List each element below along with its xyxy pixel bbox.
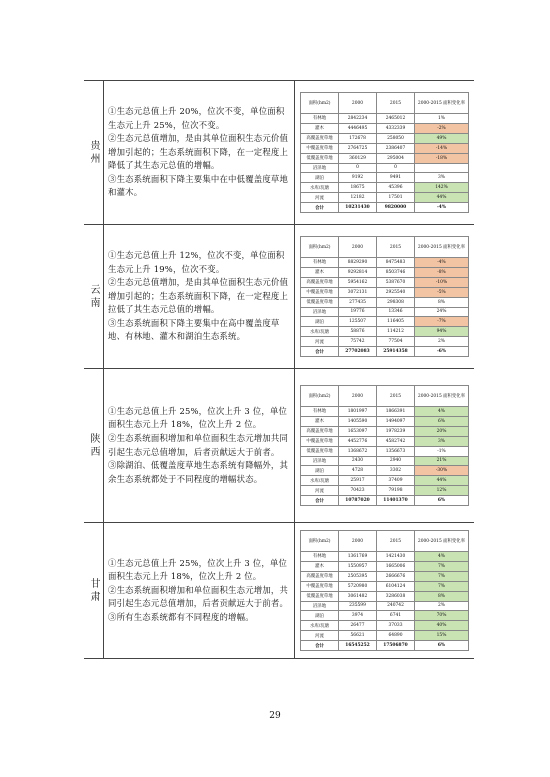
table-cell: 高覆盖度草地 bbox=[301, 426, 339, 436]
table-cell: 12% bbox=[415, 486, 469, 496]
table-row bbox=[301, 297, 469, 307]
table-row bbox=[301, 486, 469, 496]
table-cell: 低覆盖度草地 bbox=[301, 591, 339, 601]
table-cell: 8% bbox=[415, 297, 469, 307]
table-cell: 1665006 bbox=[377, 561, 415, 571]
table-cell: 中覆盖度草地 bbox=[301, 287, 339, 297]
table-cell: 1% bbox=[415, 114, 469, 124]
table-cell: 2842234 bbox=[339, 114, 377, 124]
table-cell: 235599 bbox=[339, 601, 377, 611]
table-row bbox=[301, 258, 469, 268]
table-cell: -7% bbox=[415, 317, 469, 327]
table-cell: 240742 bbox=[377, 601, 415, 611]
table-cell: 2505395 bbox=[339, 571, 377, 581]
province-cell bbox=[84, 81, 104, 224]
area-table-cell bbox=[295, 523, 474, 658]
table-cell: 94% bbox=[415, 327, 469, 337]
table-cell: 58876 bbox=[339, 327, 377, 337]
table-cell: 1978239 bbox=[377, 426, 415, 436]
table-cell: 2% bbox=[415, 601, 469, 611]
table-cell: 24% bbox=[415, 307, 469, 317]
table-cell: 16545252 bbox=[339, 641, 377, 651]
table-cell: 142% bbox=[415, 183, 469, 193]
table-row bbox=[301, 203, 469, 213]
table-cell: 6% bbox=[415, 641, 469, 651]
table-row bbox=[301, 601, 469, 611]
table-cell: 沼泽地 bbox=[301, 163, 339, 173]
table-cell: -30% bbox=[415, 466, 469, 476]
table-row bbox=[301, 123, 469, 133]
table-cell: 3302 bbox=[377, 466, 415, 476]
table-row bbox=[301, 267, 469, 277]
table-cell: 河流 bbox=[301, 337, 339, 347]
table-cell: 21% bbox=[415, 456, 469, 466]
description-text: ①生态元总值上升 20%，位次不变，单位面积生态元上升 25%，位次不变。 ②生态元总值增加，是由其单位面积生态元价值增加引起的；生态系统面积下降，在一定程度上降低了其生态元总值的增幅。 ③生态系统面积下降主要集中在中低覆盖度草地和灌木。 bbox=[108, 105, 289, 198]
area-table-cell bbox=[295, 369, 474, 522]
table-cell: 9820000 bbox=[377, 203, 415, 213]
table-row bbox=[301, 133, 469, 143]
table-row bbox=[301, 287, 469, 297]
table-cell: 3974 bbox=[339, 611, 377, 621]
header-cell: 2015 bbox=[377, 93, 415, 114]
table-row bbox=[301, 327, 469, 337]
table-cell: 4728 bbox=[339, 466, 377, 476]
table-cell: 15% bbox=[415, 631, 469, 641]
table-cell: 37033 bbox=[377, 621, 415, 631]
table-cell: 295004 bbox=[377, 153, 415, 163]
table-cell: 湖泊 bbox=[301, 173, 339, 183]
row-shaanxi bbox=[84, 368, 474, 522]
table-cell: 灌木 bbox=[301, 561, 339, 571]
table-row bbox=[301, 416, 469, 426]
table-cell: 19776 bbox=[339, 307, 377, 317]
table-cell: 258050 bbox=[377, 133, 415, 143]
province-cell bbox=[84, 225, 104, 368]
table-row bbox=[301, 193, 469, 203]
table-cell: 合计 bbox=[301, 496, 339, 506]
table-row bbox=[301, 153, 469, 163]
table-cell: 0 bbox=[339, 163, 377, 173]
table-cell: 合计 bbox=[301, 347, 339, 357]
table-cell: 18675 bbox=[339, 183, 377, 193]
description-text: ①生态元总值上升 25%，位次上升 3 位，单位面积生态元上升 18%，位次上升 2 位。 ②生态系统面积增加和单位面积生态元增加，共同引起生态元总值增加，后者贡献远大于前者。 ③所有生态系统都有不同程度的增幅。 bbox=[108, 557, 289, 622]
table-cell: -8% bbox=[415, 267, 469, 277]
table-cell: 湖泊 bbox=[301, 317, 339, 327]
table-cell: 70% bbox=[415, 611, 469, 621]
table-cell: 8% bbox=[415, 591, 469, 601]
row-yunnan bbox=[84, 224, 474, 368]
table-cell: 2430 bbox=[339, 456, 377, 466]
header-cell: 2015 bbox=[377, 386, 415, 407]
table-cell: 低覆盖度草地 bbox=[301, 153, 339, 163]
table-cell: 56621 bbox=[339, 631, 377, 641]
table-cell: -18% bbox=[415, 153, 469, 163]
table-cell: 2925540 bbox=[377, 287, 415, 297]
table-cell: 45396 bbox=[377, 183, 415, 193]
province-name: 陕西 bbox=[88, 432, 99, 459]
table-cell: 40% bbox=[415, 621, 469, 631]
table-cell: 25917 bbox=[339, 476, 377, 486]
table-row bbox=[301, 143, 469, 153]
table-cell: 1653097 bbox=[339, 426, 377, 436]
table-cell: 360129 bbox=[339, 153, 377, 163]
table-cell: 低覆盖度草地 bbox=[301, 297, 339, 307]
table-cell: 77504 bbox=[377, 337, 415, 347]
table-cell: 5954162 bbox=[339, 277, 377, 287]
table-cell: -4% bbox=[415, 258, 469, 268]
table-row bbox=[301, 476, 469, 486]
table-cell: 37409 bbox=[377, 476, 415, 486]
table-cell: 水库/坑塘 bbox=[301, 621, 339, 631]
header-cell: 2000 bbox=[339, 93, 377, 114]
table-cell: -5% bbox=[415, 287, 469, 297]
table-cell: 3% bbox=[415, 436, 469, 446]
table-cell: 高覆盖度草地 bbox=[301, 133, 339, 143]
province-name: 云南 bbox=[88, 283, 99, 310]
province-cell bbox=[84, 369, 104, 522]
table-cell: 3061482 bbox=[339, 591, 377, 601]
table-row bbox=[301, 631, 469, 641]
header-cell: 2000-2015 面积变化率 bbox=[415, 386, 469, 407]
table-row bbox=[301, 436, 469, 446]
province-cell bbox=[84, 523, 104, 658]
table-row bbox=[301, 183, 469, 193]
description-cell bbox=[104, 369, 295, 522]
header-cell: 2000 bbox=[339, 237, 377, 258]
table-row bbox=[301, 552, 469, 562]
table-cell: 湖泊 bbox=[301, 466, 339, 476]
table-cell: 1421430 bbox=[377, 552, 415, 562]
table-cell bbox=[415, 163, 469, 173]
table-cell: 17506870 bbox=[377, 641, 415, 651]
description-text: ①生态元总值上升 25%，位次上升 3 位，单位面积生态元上升 18%，位次上升 2 位。 ②生态系统面积增加和单位面积生态元增加共同引起生态元总值增加，后者贡献远大于前者。 ③除湖泊、低覆盖度草地生态系统有降幅外，其余生态系统都处于不同程度的增幅状态。 bbox=[108, 405, 289, 484]
table-cell: 1866391 bbox=[377, 407, 415, 417]
area-table bbox=[300, 385, 469, 506]
table-cell: 79198 bbox=[377, 486, 415, 496]
table-cell: 4582742 bbox=[377, 436, 415, 446]
table-cell: 277435 bbox=[339, 297, 377, 307]
table-cell: 27702083 bbox=[339, 347, 377, 357]
table-cell: -2% bbox=[415, 123, 469, 133]
table-row bbox=[301, 496, 469, 506]
description-cell bbox=[104, 225, 295, 368]
table-cell: 1494097 bbox=[377, 416, 415, 426]
header-cell: 2000 bbox=[339, 386, 377, 407]
table-cell: 1405590 bbox=[339, 416, 377, 426]
table-cell: 沼泽地 bbox=[301, 456, 339, 466]
table-row bbox=[301, 277, 469, 287]
summary-table bbox=[84, 80, 474, 659]
table-cell: 7% bbox=[415, 581, 469, 591]
area-table bbox=[300, 530, 469, 651]
table-cell: 2764725 bbox=[339, 143, 377, 153]
table-row bbox=[301, 317, 469, 327]
table-row bbox=[301, 163, 469, 173]
table-cell: 9491 bbox=[377, 173, 415, 183]
header-cell: 2000-2015 面积变化率 bbox=[415, 531, 469, 552]
province-name: 贵州 bbox=[88, 139, 99, 166]
table-cell: 4% bbox=[415, 407, 469, 417]
table-cell: 116405 bbox=[377, 317, 415, 327]
table-cell: 20% bbox=[415, 426, 469, 436]
header-cell: 2000-2015 面积变化率 bbox=[415, 237, 469, 258]
table-cell: 合计 bbox=[301, 641, 339, 651]
table-header-row bbox=[301, 386, 469, 407]
table-cell: 1550957 bbox=[339, 561, 377, 571]
table-cell: 沼泽地 bbox=[301, 307, 339, 317]
table-cell: 25914358 bbox=[377, 347, 415, 357]
table-cell: -6% bbox=[415, 347, 469, 357]
table-row bbox=[301, 426, 469, 436]
table-cell: 7% bbox=[415, 571, 469, 581]
header-cell: 面积(hm2) bbox=[301, 531, 339, 552]
table-cell: 8503746 bbox=[377, 267, 415, 277]
table-cell: 灌木 bbox=[301, 416, 339, 426]
table-row bbox=[301, 641, 469, 651]
table-cell: 合计 bbox=[301, 203, 339, 213]
table-cell: 有林地 bbox=[301, 258, 339, 268]
table-cell: 9192 bbox=[339, 173, 377, 183]
table-cell: 3% bbox=[415, 173, 469, 183]
table-cell: 4332339 bbox=[377, 123, 415, 133]
table-header-row bbox=[301, 237, 469, 258]
table-row bbox=[301, 114, 469, 124]
table-cell: -1% bbox=[415, 446, 469, 456]
table-row bbox=[301, 307, 469, 317]
header-cell: 2015 bbox=[377, 237, 415, 258]
table-cell: 6104124 bbox=[377, 581, 415, 591]
table-cell: 17501 bbox=[377, 193, 415, 203]
table-cell: -4% bbox=[415, 203, 469, 213]
table-cell: 低覆盖度草地 bbox=[301, 446, 339, 456]
table-cell: 5720980 bbox=[339, 581, 377, 591]
table-cell: 5387670 bbox=[377, 277, 415, 287]
table-row bbox=[301, 611, 469, 621]
table-cell: 6741 bbox=[377, 611, 415, 621]
table-cell: 湖泊 bbox=[301, 611, 339, 621]
table-row bbox=[301, 591, 469, 601]
header-cell: 面积(hm2) bbox=[301, 93, 339, 114]
table-cell: 4% bbox=[415, 552, 469, 562]
table-cell: 13346 bbox=[377, 307, 415, 317]
table-cell: 1368672 bbox=[339, 446, 377, 456]
table-cell: 灌木 bbox=[301, 123, 339, 133]
table-cell: 2465012 bbox=[377, 114, 415, 124]
table-cell: 中覆盖度草地 bbox=[301, 436, 339, 446]
table-cell: 水库/坑塘 bbox=[301, 327, 339, 337]
table-row bbox=[301, 347, 469, 357]
province-name: 甘肃 bbox=[88, 577, 99, 604]
table-cell: 有林地 bbox=[301, 114, 339, 124]
table-cell: 49% bbox=[415, 133, 469, 143]
table-cell: 8475483 bbox=[377, 258, 415, 268]
table-row bbox=[301, 446, 469, 456]
table-cell: 1356673 bbox=[377, 446, 415, 456]
table-cell: 26477 bbox=[339, 621, 377, 631]
table-header-row bbox=[301, 531, 469, 552]
table-cell: 8829290 bbox=[339, 258, 377, 268]
table-cell: 1801997 bbox=[339, 407, 377, 417]
table-cell: 70423 bbox=[339, 486, 377, 496]
header-cell: 面积(hm2) bbox=[301, 386, 339, 407]
table-cell: -10% bbox=[415, 277, 469, 287]
table-cell: 4446495 bbox=[339, 123, 377, 133]
table-cell: 9292814 bbox=[339, 267, 377, 277]
table-cell: 3286038 bbox=[377, 591, 415, 601]
table-row bbox=[301, 561, 469, 571]
table-cell: 2% bbox=[415, 337, 469, 347]
area-table bbox=[300, 236, 469, 357]
table-cell: 水库/坑塘 bbox=[301, 476, 339, 486]
table-row bbox=[301, 466, 469, 476]
table-row bbox=[301, 581, 469, 591]
table-cell: 7% bbox=[415, 561, 469, 571]
area-table-cell bbox=[295, 81, 474, 224]
table-cell: 1361769 bbox=[339, 552, 377, 562]
table-cell: 水库/坑塘 bbox=[301, 183, 339, 193]
table-cell: 有林地 bbox=[301, 552, 339, 562]
table-row bbox=[301, 571, 469, 581]
table-cell: 114212 bbox=[377, 327, 415, 337]
table-cell: 高覆盖度草地 bbox=[301, 277, 339, 287]
row-gansu bbox=[84, 522, 474, 659]
table-cell: 沼泽地 bbox=[301, 601, 339, 611]
table-cell: 44% bbox=[415, 193, 469, 203]
area-table-cell bbox=[295, 225, 474, 368]
table-cell: 172678 bbox=[339, 133, 377, 143]
table-cell: 中覆盖度草地 bbox=[301, 143, 339, 153]
table-cell: 75742 bbox=[339, 337, 377, 347]
table-cell: 灌木 bbox=[301, 267, 339, 277]
table-cell: 3072131 bbox=[339, 287, 377, 297]
table-cell: 10231430 bbox=[339, 203, 377, 213]
table-row bbox=[301, 337, 469, 347]
header-cell: 2000 bbox=[339, 531, 377, 552]
table-cell: 2940 bbox=[377, 456, 415, 466]
table-cell: 6% bbox=[415, 416, 469, 426]
table-cell: 44% bbox=[415, 476, 469, 486]
table-row bbox=[301, 621, 469, 631]
table-cell: 64890 bbox=[377, 631, 415, 641]
table-cell: 6% bbox=[415, 496, 469, 506]
table-header-row bbox=[301, 93, 469, 114]
table-cell: 河流 bbox=[301, 631, 339, 641]
description-cell bbox=[104, 81, 295, 224]
table-cell: 10787020 bbox=[339, 496, 377, 506]
row-guizhou bbox=[84, 80, 474, 224]
table-cell: 高覆盖度草地 bbox=[301, 571, 339, 581]
header-cell: 面积(hm2) bbox=[301, 237, 339, 258]
table-row bbox=[301, 407, 469, 417]
area-table bbox=[300, 92, 469, 213]
table-cell: 有林地 bbox=[301, 407, 339, 417]
description-cell bbox=[104, 523, 295, 658]
table-cell: 中覆盖度草地 bbox=[301, 581, 339, 591]
header-cell: 2000-2015 面积变化率 bbox=[415, 93, 469, 114]
description-text: ①生态元总值上升 12%，位次不变，单位面积生态元上升 19%，位次不变。 ②生态元总值增加，是由其单位面积生态元价值增加引起的；生态系统面积下降，在一定程度上拉低了其生态元总值的增幅。 ③生态系统面积下降主要集中在高中覆盖度草地、有林地、灌木和湖泊生态系统。 bbox=[108, 249, 289, 342]
page-number: 29 bbox=[269, 711, 281, 721]
table-cell: 河流 bbox=[301, 193, 339, 203]
table-cell: -14% bbox=[415, 143, 469, 153]
table-row bbox=[301, 456, 469, 466]
table-cell: 2386407 bbox=[377, 143, 415, 153]
table-cell: 2666676 bbox=[377, 571, 415, 581]
table-cell: 0 bbox=[377, 163, 415, 173]
table-cell: 298308 bbox=[377, 297, 415, 307]
table-cell: 125507 bbox=[339, 317, 377, 327]
table-cell: 11401370 bbox=[377, 496, 415, 506]
table-cell: 4452776 bbox=[339, 436, 377, 446]
table-cell: 12182 bbox=[339, 193, 377, 203]
header-cell: 2015 bbox=[377, 531, 415, 552]
table-row bbox=[301, 173, 469, 183]
table-cell: 河流 bbox=[301, 486, 339, 496]
